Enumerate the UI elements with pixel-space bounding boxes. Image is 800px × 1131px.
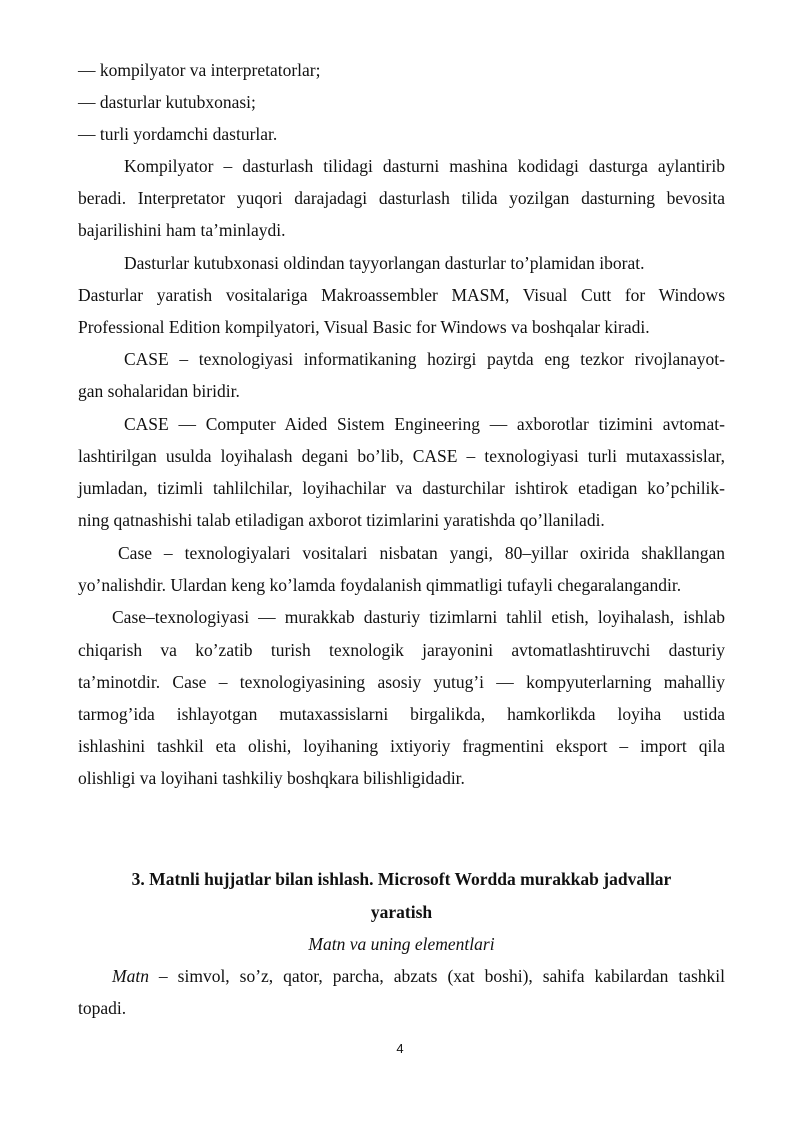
paragraph-line: ishlashini tashkil eta olishi, loyihaning ixtiyoriy fragmentini eksport – import qila [78, 736, 725, 756]
paragraph-line: Kompilyator – dasturlash tilidagi dasturni mashina kodidagi dasturga aylantirib [124, 156, 725, 176]
paragraph-line: chiqarish va ko’zatib turish texnologik jarayonini avtomatlashtiruvchi dasturiy [78, 640, 725, 660]
paragraph-line: lashtirilgan usulda loyihalash degani bo’lib, CASE – texnologiyasi turli mutaxassislar, [78, 446, 725, 466]
term-matn: Matn [112, 966, 149, 986]
paragraph-line: gan sohalaridan biridir. [78, 381, 240, 401]
paragraph-line: bajarilishini ham ta’minlaydi. [78, 220, 286, 240]
definition-text: – simvol, so’z, qator, parcha, abzats (xat boshi), sahifa kabilardan tashkil [148, 966, 725, 986]
paragraph-line: Dasturlar kutubxonasi oldindan tayyorlangan dasturlar to’plamidan iborat. [124, 253, 645, 273]
paragraph-line: yo’nalishdir. Ulardan keng ko’lamda foydalanish qimmatligi tufayli chegaralangandir. [78, 575, 682, 595]
paragraph-line: ta’minotdir. Case – texnologiyasining asosiy yutug’i — kompyuterlarning mahalliy [78, 672, 725, 692]
paragraph-line: Case–texnologiyasi — murakkab dasturiy tizimlarni tahlil etish, loyihalash, ishlab [112, 607, 725, 627]
list-item: — dasturlar kutubxonasi; [78, 92, 256, 112]
section-subtitle: Matn va uning elementlari [308, 934, 495, 954]
paragraph-line: CASE — Computer Aided Sistem Engineering — axborotlar tizimini avtomat- [124, 414, 725, 434]
paragraph-line: beradi. Interpretator yuqori darajadagi dasturlash tilida yozilgan dasturning bevosita [78, 188, 725, 208]
paragraph-line: Professional Edition kompilyatori, Visual Basic for Windows va boshqalar kiradi. [78, 317, 650, 337]
paragraph-line: tarmog’ida ishlayotgan mutaxassislarni birgalikda, hamkorlikda loyiha ustida [78, 704, 725, 724]
list-item: — turli yordamchi dasturlar. [78, 124, 278, 144]
section-title: 3. Matnli hujjatlar bilan ishlash. Microsoft Wordda murakkab jadvallar [131, 869, 672, 889]
paragraph-line: Case – texnologiyalari vositalari nisbatan yangi, 80–yillar oxirida shakllangan [118, 543, 725, 563]
paragraph-line: jumladan, tizimli tahlilchilar, loyihachilar va dasturchilar ishtirok etadigan ko’pchilik- [78, 478, 725, 498]
paragraph-line: CASE – texnologiyasi informatikaning hozirgi paytda eng tezkor rivojlanayot- [124, 349, 725, 369]
paragraph-line [112, 961, 725, 991]
paragraph-line: ning qatnashishi talab etiladigan axborot tizimlarini yaratishda qo’llaniladi. [78, 510, 605, 530]
section-title-continued: yaratish [370, 902, 433, 922]
paragraph-line: olishligi va loyihani tashkiliy boshqkara bilishligidadir. [78, 768, 465, 788]
paragraph-line: topadi. [78, 998, 127, 1018]
paragraph-line: Dasturlar yaratish vositalariga Makroassembler MASM, Visual Cutt for Windows [78, 285, 725, 305]
page-number: 4 [396, 1041, 404, 1056]
list-item: — kompilyator va interpretatorlar; [78, 60, 321, 80]
